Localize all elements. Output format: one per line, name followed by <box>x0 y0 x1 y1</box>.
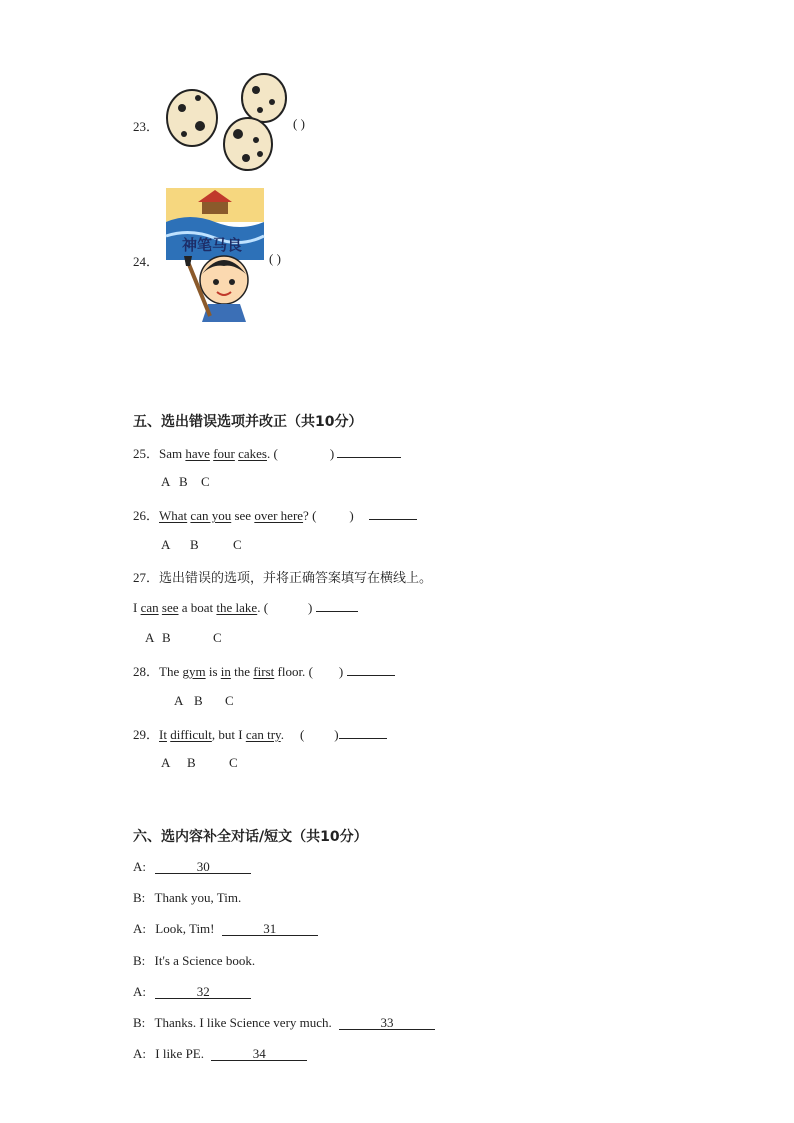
option-a-word: can <box>140 600 159 615</box>
question-29 <box>133 724 387 743</box>
word: a boat <box>181 600 214 615</box>
word: see <box>234 508 252 523</box>
option-c-label: C <box>229 755 238 770</box>
punctuation: ? ( <box>303 508 317 523</box>
dialogue-text: Thanks. I like Science very much. <box>154 1015 332 1030</box>
question-23-number: 23． <box>133 119 160 134</box>
speaker-label: A: <box>133 984 146 999</box>
option-c-label: C <box>201 474 210 489</box>
option-a-label: A <box>161 537 171 552</box>
answer-line[interactable] <box>337 445 401 458</box>
paren-open: ( <box>308 664 313 679</box>
dialogue-line <box>133 859 251 875</box>
dialogue-line <box>133 984 251 1000</box>
section-5-title: 五、选出错误选项并改正（共10分） <box>133 414 363 430</box>
option-c-word: cakes <box>238 446 267 461</box>
speaker-label: B: <box>133 953 146 968</box>
punctuation: . ( <box>266 446 278 461</box>
word: floor. <box>277 664 306 679</box>
answer-line[interactable] <box>339 726 387 739</box>
option-c-label: C <box>225 693 234 708</box>
answer-line[interactable] <box>347 663 395 676</box>
dialogue-text: Look, Tim! <box>155 921 215 936</box>
question-26 <box>133 505 417 524</box>
option-c-label: C <box>213 630 222 645</box>
option-b-word: see <box>161 600 179 615</box>
blank-32[interactable]: 32 <box>155 985 251 999</box>
blank-33[interactable]: 33 <box>339 1016 435 1030</box>
word: Sam <box>159 446 183 461</box>
speaker-label: B: <box>133 1015 146 1030</box>
question-28 <box>133 661 395 680</box>
option-b-word: difficult <box>170 727 212 742</box>
logo-text: 神笔马良 <box>182 236 243 254</box>
blank-31[interactable]: 31 <box>222 922 318 936</box>
question-number: 29． <box>133 727 160 742</box>
word: The <box>159 664 180 679</box>
dialogue-line <box>133 953 255 969</box>
option-a-label: A <box>161 755 171 770</box>
paren-close: ) <box>338 664 344 679</box>
word: is <box>208 664 218 679</box>
speaker-label: A: <box>133 1046 146 1061</box>
option-b-label: B <box>162 630 171 645</box>
dialogue-text: It's a Science book. <box>154 953 256 968</box>
punctuation: . <box>280 727 284 742</box>
paren-close: ) <box>334 727 339 742</box>
word: the <box>234 664 251 679</box>
option-a-word: It <box>159 727 167 742</box>
instruction-text: 选出错误的选项，并将正确答案填写在横线上。 <box>159 571 433 586</box>
option-a-label: A <box>145 630 155 645</box>
answer-line[interactable] <box>316 599 358 612</box>
speaker-label: B: <box>133 890 146 905</box>
speaker-label: A: <box>133 921 146 936</box>
punctuation: . ( <box>257 600 269 615</box>
question-24-number: 24． <box>133 254 160 269</box>
option-b-label: B <box>187 755 196 770</box>
option-c-word: can try <box>245 727 281 742</box>
dialogue-line <box>133 1015 435 1031</box>
section-6-title: 六、选内容补全对话/短文（共10分） <box>133 829 368 845</box>
option-a-label: A <box>161 474 171 489</box>
paren-open: ( <box>299 727 305 742</box>
option-b-word: can you <box>190 508 232 523</box>
dialogue-line <box>133 1046 307 1062</box>
question-number: 25． <box>133 446 160 461</box>
option-b-word: in <box>220 664 231 679</box>
question-27-instruction <box>133 567 432 586</box>
answer-paren: ( ) <box>269 251 281 266</box>
speaker-label: A: <box>133 859 146 874</box>
option-a-label: A <box>174 693 184 708</box>
answer-line[interactable] <box>369 507 417 520</box>
dialogue-line <box>133 890 241 906</box>
option-b-label: B <box>179 474 188 489</box>
option-a-word: What <box>159 508 188 523</box>
question-25 <box>133 443 401 462</box>
option-c-label: C <box>233 537 242 552</box>
option-c-word: first <box>253 664 275 679</box>
paren-close: ) <box>329 446 335 461</box>
dialogue-text: Thank you, Tim. <box>154 890 242 905</box>
question-number: 28． <box>133 664 160 679</box>
question-number: 27． <box>133 570 160 585</box>
option-c-word: the lake <box>216 600 258 615</box>
paren-close: ) <box>349 508 354 523</box>
question-27-sentence <box>133 599 358 616</box>
option-b-word: four <box>213 446 235 461</box>
dialogue-line <box>133 921 318 937</box>
potato-image <box>160 68 292 174</box>
paren-close: ) <box>308 600 313 615</box>
cartoon-boy-painter-image <box>160 186 270 328</box>
option-b-label: B <box>194 693 203 708</box>
blank-34[interactable]: 34 <box>211 1047 307 1061</box>
blank-30[interactable]: 30 <box>155 860 251 874</box>
word: , but I <box>211 727 243 742</box>
answer-paren: ( ) <box>293 116 305 131</box>
question-number: 26． <box>133 508 160 523</box>
option-b-label: B <box>190 537 199 552</box>
option-c-word: over here <box>254 508 304 523</box>
option-a-word: gym <box>182 664 206 679</box>
word: I <box>133 600 138 615</box>
dialogue-text: I like PE. <box>155 1046 204 1061</box>
option-a-word: have <box>185 446 210 461</box>
